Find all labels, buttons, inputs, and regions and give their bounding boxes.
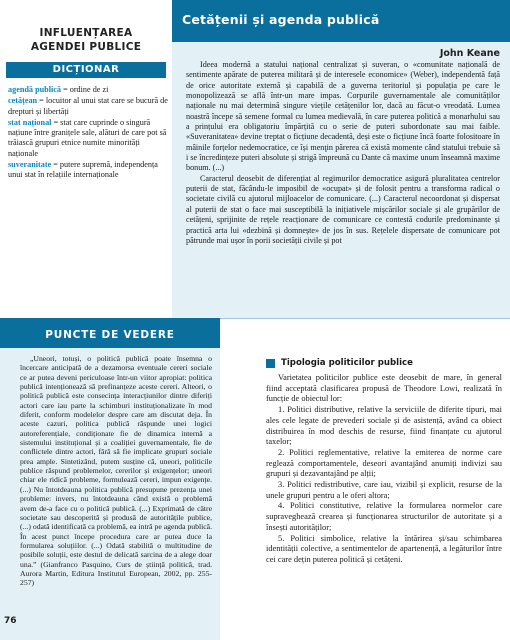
dictionary-definition: = ordine de zi bbox=[61, 85, 109, 94]
typology-item: 1. Politici distributive, relative la serviciile de diferite tipuri, mai ales cele legate de prevederi sociale și de asistență, având ca obiect distribuirea în mod deschis de resurse, fiind finanțate cu ajutorul taxelor; bbox=[266, 405, 502, 447]
dictionary-entry bbox=[8, 85, 168, 95]
dictionary-list bbox=[8, 85, 168, 181]
article-title: Cetățenii și agenda publică bbox=[172, 0, 510, 42]
viewpoints-panel bbox=[0, 318, 220, 640]
dictionary-term: agendă publică bbox=[8, 85, 62, 94]
page-number: 76 bbox=[4, 616, 17, 626]
dictionary-entry bbox=[8, 118, 168, 159]
dictionary-term: stat național bbox=[8, 117, 52, 127]
viewpoints-quote bbox=[0, 348, 220, 588]
dictionary-term: suveranitate bbox=[8, 160, 52, 170]
dictionary-entry bbox=[8, 96, 168, 117]
article-paragraph: Caracterul deosebit de diferențiat al regimurilor democratice asigură pluralitatea centrelor puterii de stat, făcându-le imposibil de «ocupat» și de folosit pentru a transforma radical o societate civilă cu ajutorul mijloacelor de comunicare. (...) Caracterul necoordonat și dispersat al puterii de stat o face mai susceptibilă la inițiativele mișcărilor sociale și ale grupărilor de cetățeni, sprijinite de rețele reacționare de comunicare ce contestă codurile predominante și practică arta lui «dezbină și domnește» de jos în sus. Rețelele dispersate de comunicare pot pătrunde mai ușor în porii societății civile și pot bbox=[186, 173, 500, 245]
article-body bbox=[172, 59, 510, 246]
dictionary-definition: = locuitor al unui stat care se bucură de drepturi și libertăți bbox=[8, 96, 168, 116]
typology-section bbox=[220, 318, 510, 640]
typology-item: 2. Politici reglementative, relative la emiterea de norme care reglează comportamentele, deseori avantajând anumiți indivizi sau grupuri și dezavantajând pe alții; bbox=[266, 447, 502, 479]
article-panel bbox=[172, 0, 510, 318]
dictionary-label: DICȚIONAR bbox=[6, 62, 166, 78]
typology-intro: Varietatea politicilor publice este deosebit de mare, în general fiind acceptată clasificarea propusă de Theodore Lowi, realizată în funcție de obiectul lor: bbox=[266, 373, 502, 404]
viewpoints-label: PUNCTE DE VEDERE bbox=[0, 318, 220, 348]
sidebar-heading-line1: INFLUENȚAREA bbox=[39, 27, 133, 39]
article-author: John Keane bbox=[439, 48, 500, 59]
sidebar-heading bbox=[0, 26, 172, 54]
sidebar bbox=[0, 0, 172, 318]
section-divider bbox=[220, 318, 510, 348]
sidebar-heading-line2: AGENDEI PUBLICE bbox=[30, 41, 142, 53]
dictionary-term: cetățean bbox=[8, 96, 38, 106]
square-bullet-icon bbox=[266, 359, 275, 368]
article-paragraph: Ideea modernă a statului național centralizat și suveran, o «comunitate națională de sentimente apărate de puterea militară și de interesele economice» (Weber), independentă față de orice autoritate externă și capabilă de a guverna teritoriul și populația pe care le monopolizează se află într-un mare impas. Corpurile guvernamentale ale comunităților naționale nu mai determină singure viețile cetățenilor lor, dacă au făcut-o vreodată. Lumea noastră începe să semene formal cu lumea medievală, în care puterea politică a monarhului sau a prințului era obligatoriu împărțită cu o serie de puteri subordonate sau mai faible. «Suveranitatea» devine treptat o ficțiune decadentă, deși este o ficțiune încă foarte folositoare în mâinile forțelor nedemocratice, ce își menţin părerea că există momente când statului trebuie să i se încredințeze puteri absolute și strigă împreună cu Dante că maxime unum înseamnă maxime bonum. (...) bbox=[186, 60, 500, 173]
dictionary-definition: = stat care cuprinde o singură națiune între granițele sale, alături de care pot să trăiască grupuri etnice numite minorități naționale bbox=[8, 117, 167, 158]
dictionary-definition: = putere supremă, independența unui stat în relațiile internaționale bbox=[8, 160, 158, 180]
typology-body bbox=[220, 368, 510, 566]
typology-item: 5. Politici simbolice, relative la întărirea și/sau schimbarea identității colective, a sentimentelor de apartenență, a legăturilor între cei care dețin puterea politică și cetățeni. bbox=[266, 533, 502, 564]
typology-title: Tipologia politicilor publice bbox=[281, 358, 413, 368]
typology-heading bbox=[220, 348, 510, 368]
typology-item: 4. Politici constitutive, relative la formularea normelor care supraveghează crearea și funcționarea structurilor de autoritate și a însești autorităților; bbox=[266, 501, 502, 532]
quote-text: „Uneori, totuși, o politică publică poate însemna o încercare anticipată de a dezamorsa eventuale cereri sociale ce ar putea deveni periculoase într-un viitor apropiat: politica publică intenționează să prefinanțeze aceste cereri. Alteori, o politică publică este consecința interacțiunilor dintre diferiți actori care iau parte la schimburi instituționalizate în mod diferit, conform modelelor despre care am discutat deja. În aceste cazuri, politica publică răspunde unei logici autoreferențiale, condiționate fie de dinamica internă a sistemului instituțional și a coaliției guvernamentale, fie de conflictele dintre actori, fără să fie implicate grupuri sociale prea ample. Sintetizând, putem susține că, uneori, politicile publice răspund problemelor, cererilor și exigențelor; uneori chiar ele ridică probleme, formulează cereri, impun exigențe. (...) Nu întotdeauna politica publică presupune prezența unei probleme: invers, nu întotdeauna când există o problemă avem de-a face cu o politică publică. (...) Exprimată de către societate sau descoperită și produsă de autoritățile publice, (...) odată identificată ca problemă, ea intră pe agenda publică. În acest punct începe procedura care ar putea duce la formularea soluțiilor. (...) Odată stabilită o multitudine de posibile soluții, este destul de delicată sarcina de a alege doar una.” (Gianfranco Pasquino, Curs de știință politică, trad. Aurora Martin, Editura Institutul European, 2002, pp. 255-257) bbox=[20, 354, 212, 588]
typology-item: 3. Politici redistributive, care iau, vizibil și explicit, resurse de la unele grupuri pentru a le oferi altora; bbox=[266, 480, 502, 500]
dictionary-entry bbox=[8, 160, 168, 181]
